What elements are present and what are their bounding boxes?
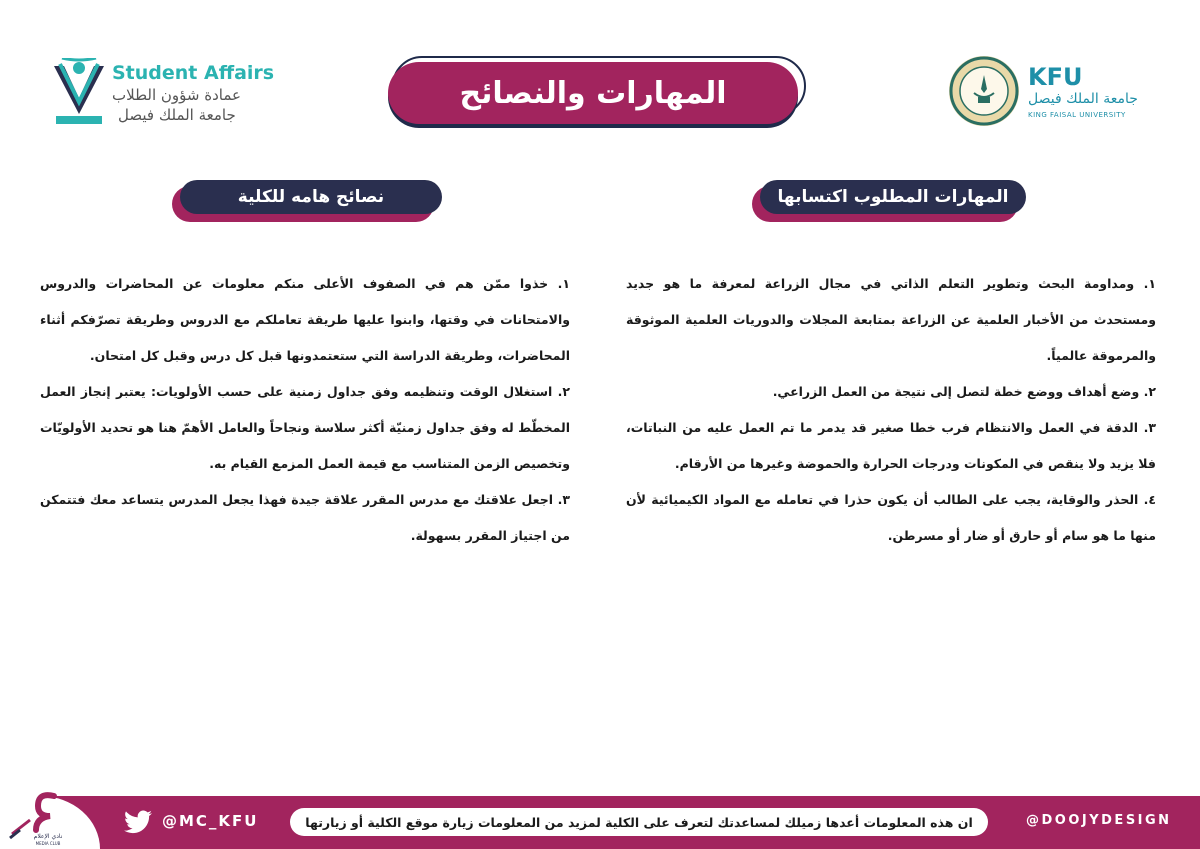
kfu-logo [948, 55, 1158, 127]
student-affairs-logo-icon [48, 58, 110, 126]
tips-item-3: ٣. اجعل علاقتك مع مدرس المقرر علاقة جيدة فهذا يجعل المدرس يتساعد معك فتتمكن من اجتياز المقرر بسهولة. [40, 492, 570, 543]
skills-heading: المهارات المطلوب اكتسابها [777, 187, 1009, 207]
page-title-banner [388, 56, 810, 128]
student-affairs-name-ar: عمادة شؤون الطلاب [112, 86, 241, 104]
twitter-handle[interactable]: @MC_KFU [162, 812, 259, 830]
kfu-name-ar: جامعة الملك فيصل [1028, 91, 1138, 107]
media-club-logo [8, 790, 78, 846]
tips-item-2: ٢. استغلال الوقت وتنظيمه وفق جداول زمنية على حسب الأولويات: يعتبر إنجاز العمل المخطّط له وفق جداول زمنيّة أكثر سلاسة ونجاحاً والعامل الأهمّ هنا هو تحديد الأولويّات وتخصيص الزمن المتناسب مع قيمة العمل المزمع القيام به. [40, 384, 570, 471]
student-affairs-university-ar: جامعة الملك فيصل [118, 106, 236, 124]
tips-header-pill [180, 180, 442, 214]
tips-item-1: ١. خذوا ممّن هم في الصفوف الأعلى منكم معلومات عن المحاضرات والدروس والامتحانات في وقتها، وابنوا عليها طريقة تعاملكم مع الدروس وطريقة تصرّفكم أثناء المحاضرات، وطريقة الدراسة التي ستعتمدونها قبل كل درس وقبل كل امتحان. [40, 276, 570, 363]
kfu-name-en: KING FAISAL UNIVERSITY [1028, 111, 1126, 119]
kfu-abbreviation: KFU [1028, 63, 1083, 91]
twitter-icon[interactable] [124, 810, 152, 834]
page-title: المهارات والنصائح [459, 75, 727, 111]
designer-handle[interactable]: @DOOJYDESIGN [1026, 813, 1172, 828]
skills-section-header [760, 180, 1026, 216]
tips-section-header [180, 180, 442, 216]
tips-list [40, 266, 570, 554]
skills-item-2: ٢. وضع أهداف ووضع خطة لتصل إلى نتيجة من العمل الزراعي. [772, 384, 1156, 399]
media-club-name-en: MEDIA CLUB [35, 841, 61, 846]
title-pill [388, 62, 798, 124]
footer-notice [290, 808, 988, 836]
skills-item-1: ١. ومداومة البحث وتطوير التعلم الذاتي في مجال الزراعة لمعرفة ما هو جديد ومستحدث من الأخبار العلمية عن الزراعة بمتابعة المجلات والدوريات العلمية الموثوقة والمرموقة عالمياً. [626, 276, 1156, 363]
media-club-name-ar: نادي الإعلام [33, 833, 63, 840]
skills-header-pill [760, 180, 1026, 214]
footer-notice-text: ان هذه المعلومات أعدها زميلك لمساعدتك لتعرف على الكلية لمزيد من المعلومات زيارة موقع الكلية أو زيارتها [305, 814, 973, 830]
kfu-seal-icon [948, 55, 1020, 127]
skills-list [626, 266, 1156, 554]
skills-item-4: ٤. الحذر والوقاية، يجب على الطالب أن يكون حذرا في تعامله مع المواد الكيميائية لأن منها ما هو سام أو حارق أو ضار أو مسرطن. [626, 492, 1156, 543]
student-affairs-logo [48, 58, 275, 128]
student-affairs-name-en: Student Affairs [112, 62, 275, 84]
skills-item-3: ٣. الدقة في العمل والانتظام فرب خطا صغير قد يدمر ما تم العمل عليه من النباتات، فلا يزيد ولا ينقص في المكونات ودرجات الحرارة والحموضة وغيرها من الأرقام. [626, 420, 1156, 471]
tips-heading: نصائح هامه للكلية [237, 187, 385, 207]
